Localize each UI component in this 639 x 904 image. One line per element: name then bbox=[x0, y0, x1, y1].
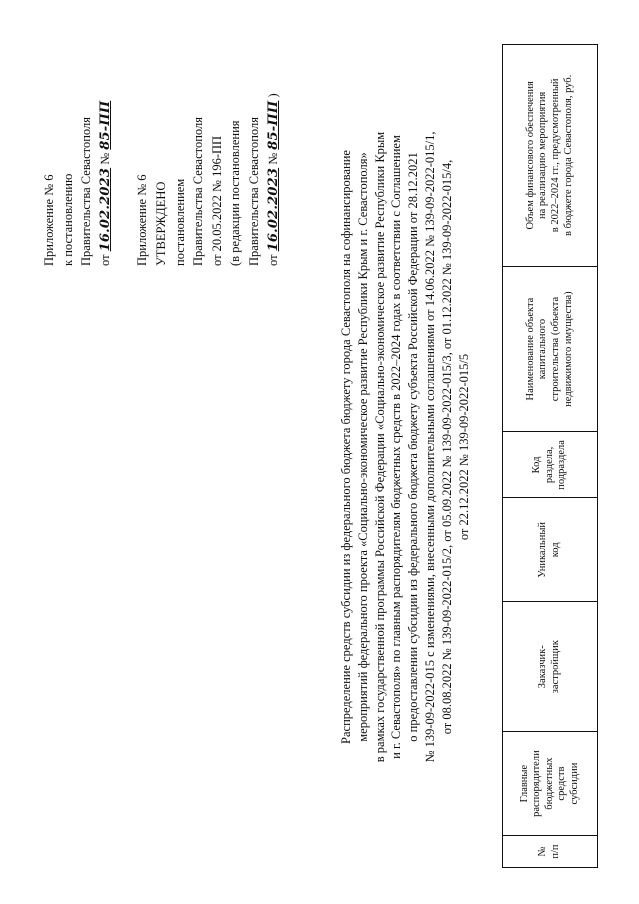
date-prefix: от bbox=[265, 251, 280, 266]
appendix-line: Правительства Севастополя bbox=[79, 117, 94, 266]
appendix-stamp bbox=[40, 26, 283, 266]
heading-line: от 22.12.2022 № 139-09-2022-015/5 bbox=[456, 353, 471, 541]
appendix-date-line bbox=[96, 26, 116, 266]
distribution-table bbox=[502, 44, 598, 868]
appendix-previous bbox=[133, 26, 283, 266]
handwritten-number: 85-ПП bbox=[265, 100, 281, 150]
date-prefix: от bbox=[97, 251, 112, 266]
handwritten-number: 85-ПП bbox=[97, 100, 113, 150]
heading-line: о предоставлении субсидии из федерального бюджета бюджету субъекта Российской Федерации от 28.12.2021 bbox=[406, 152, 421, 742]
appendix-date-line bbox=[264, 26, 284, 266]
handwritten-date: 16.02.2023 bbox=[97, 167, 113, 252]
heading-line: в рамках государственной программы Российской Федерации «Социально-экономическое развитие Республики Крым bbox=[372, 131, 387, 763]
table-header-row bbox=[503, 45, 598, 868]
number-sign: № bbox=[97, 149, 112, 168]
col-header-main-managers: Главные распорядители бюджетных средств субсидии bbox=[503, 732, 598, 836]
col-header-unique-code: Уникальный код bbox=[503, 498, 598, 602]
appendix-line: Правительства Севастополя bbox=[246, 117, 261, 266]
appendix-line: (в редакции постановления bbox=[228, 120, 243, 266]
appendix-current bbox=[40, 26, 115, 266]
col-header-funding-volume: Объем финансового обеспечения на реализацию мероприятия в 2022–2024 гг., предусмотренный в бюджете города Севастополя, руб. bbox=[503, 45, 598, 267]
appendix-line: УТВЕРЖДЕНО bbox=[153, 181, 168, 266]
col-header-customer-developer: Заказчик- застройщик bbox=[503, 602, 598, 732]
col-header-object-name: Наименование объекта капитального строительства (объекта недвижимого имущества) bbox=[503, 266, 598, 432]
appendix-line: Приложение № 6 bbox=[135, 174, 150, 266]
appendix-line: постановлением bbox=[172, 178, 187, 266]
closing-paren: ) bbox=[265, 93, 280, 101]
heading-line: и г. Севастополя» по главным распорядителям бюджетных средств в 2022–2024 годах в соответствии с Соглашением bbox=[389, 135, 404, 759]
heading-line: № 139-09-2022-015 с изменениями, внесенными дополнительными соглашениями от 14.06.2022 № 139-09-2022-015/1, bbox=[422, 131, 437, 763]
handwritten-date: 16.02.2023 bbox=[265, 167, 281, 252]
number-sign: № bbox=[265, 149, 280, 168]
heading-line: мероприятий федерального проекта «Социально-экономическое развитие Республики Крым и г. Севастополя» bbox=[355, 152, 370, 742]
heading-line: Распределение средств субсидии из федерального бюджета бюджету города Севастополя на софинансирование bbox=[339, 150, 353, 744]
appendix-line: Приложение № 6 bbox=[42, 174, 56, 266]
appendix-line: Правительства Севастополя bbox=[191, 117, 206, 266]
col-header-number: № п/п bbox=[503, 836, 598, 868]
document-heading bbox=[338, 26, 472, 868]
col-header-section-code: Код раздела, подраздела bbox=[503, 432, 598, 498]
appendix-line: к постановлению bbox=[60, 173, 75, 266]
appendix-line: от 20.05.2022 № 196-ПП bbox=[209, 135, 224, 266]
heading-line: от 08.08.2022 № 139-09-2022-015/2, от 05.09.2022 № 139-09-2022-015/3, от 01.12.2022 № 139-09-2022-015/4, bbox=[439, 159, 454, 735]
